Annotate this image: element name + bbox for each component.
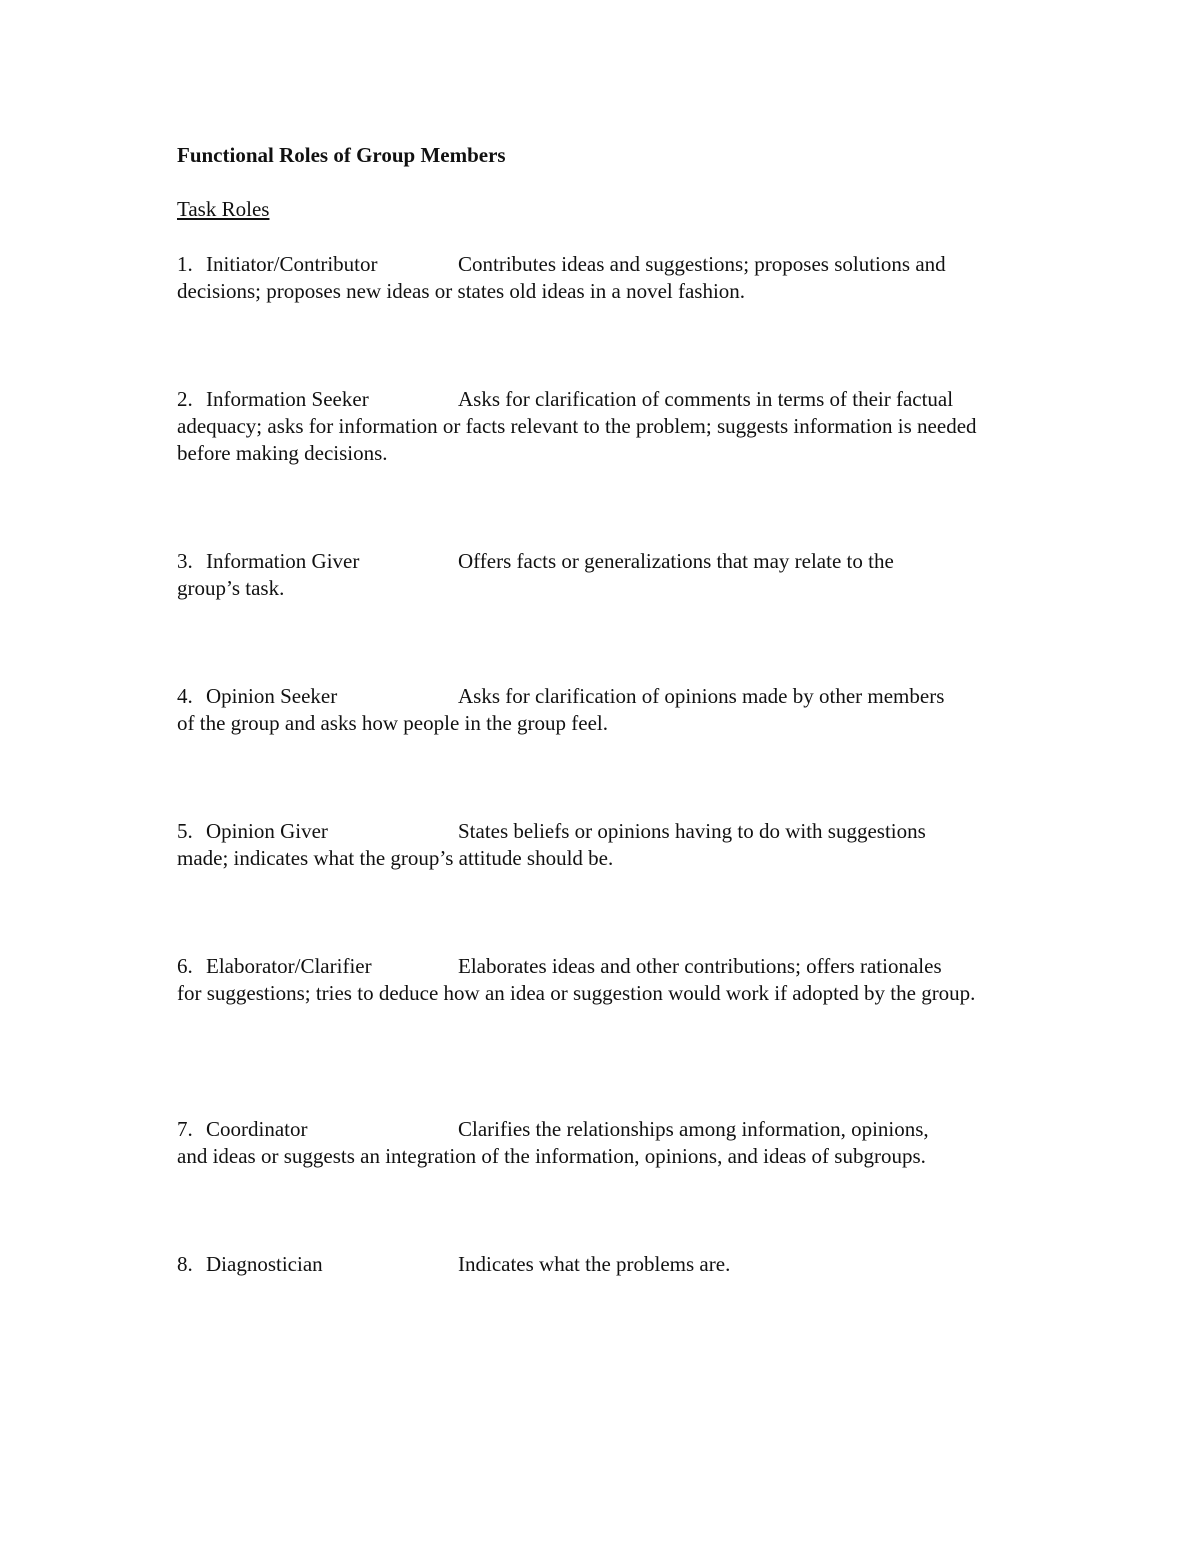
role-number: 3. <box>177 549 193 573</box>
role-item <box>177 548 1037 602</box>
role-first-line <box>177 953 1037 980</box>
role-description-start: Offers facts or generalizations that may relate to the <box>458 549 894 573</box>
role-first-line <box>177 251 1037 278</box>
role-description-start: States beliefs or opinions having to do with suggestions <box>458 819 926 843</box>
role-description-start: Asks for clarification of opinions made by other members <box>458 684 945 708</box>
role-first-line <box>177 1251 1037 1278</box>
role-first-line <box>177 818 1037 845</box>
role-description-continued: made; indicates what the group’s attitude should be. <box>177 846 614 870</box>
role-description-continued: of the group and asks how people in the group feel. <box>177 711 608 735</box>
role-term <box>177 953 458 980</box>
role-name: Elaborator/Clarifier <box>206 954 372 978</box>
role-name: Diagnostician <box>206 1252 323 1276</box>
role-description-start: Indicates what the problems are. <box>458 1252 731 1276</box>
role-name: Information Giver <box>206 549 360 573</box>
role-description-start: Clarifies the relationships among information, opinions, <box>458 1117 929 1141</box>
role-name: Opinion Giver <box>206 819 328 843</box>
role-description-start: Asks for clarification of comments in terms of their factual <box>458 387 954 411</box>
role-first-line <box>177 683 1037 710</box>
role-number: 7. <box>177 1117 193 1141</box>
role-name: Initiator/Contributor <box>206 252 378 276</box>
role-number: 5. <box>177 819 193 843</box>
role-description-start: Elaborates ideas and other contributions; offers rationales <box>458 954 942 978</box>
section-heading: Task Roles <box>177 197 270 221</box>
role-term <box>177 1116 458 1143</box>
role-number: 6. <box>177 954 193 978</box>
role-number: 4. <box>177 684 193 708</box>
role-description-continued: decisions; proposes new ideas or states old ideas in a novel fashion. <box>177 279 746 303</box>
role-description-continued: adequacy; asks for information or facts relevant to the problem; suggests information is needed before making decisions. <box>177 414 977 465</box>
role-name: Coordinator <box>206 1117 308 1141</box>
role-name: Information Seeker <box>206 387 369 411</box>
role-item <box>177 386 1037 467</box>
page-title: Functional Roles of Group Members <box>177 143 506 167</box>
role-description-start: Contributes ideas and suggestions; proposes solutions and <box>458 252 946 276</box>
role-number: 1. <box>177 252 193 276</box>
role-item <box>177 1116 1037 1170</box>
role-term <box>177 386 458 413</box>
role-number: 8. <box>177 1252 193 1276</box>
role-item <box>177 953 1037 1007</box>
role-description-continued: group’s task. <box>177 576 285 600</box>
role-first-line <box>177 386 1037 413</box>
role-item <box>177 683 1037 737</box>
role-item <box>177 251 1037 305</box>
role-description-continued: for suggestions; tries to deduce how an idea or suggestion would work if adopted by the group. <box>177 981 976 1005</box>
role-term <box>177 818 458 845</box>
role-name: Opinion Seeker <box>206 684 338 708</box>
role-item <box>177 1251 1037 1278</box>
role-term <box>177 683 458 710</box>
role-term <box>177 1251 458 1278</box>
role-number: 2. <box>177 387 193 411</box>
role-item <box>177 818 1037 872</box>
role-term <box>177 548 458 575</box>
role-term <box>177 251 458 278</box>
role-description-continued: and ideas or suggests an integration of the information, opinions, and ideas of subgroups. <box>177 1144 926 1168</box>
role-first-line <box>177 1116 1037 1143</box>
role-first-line <box>177 548 1037 575</box>
